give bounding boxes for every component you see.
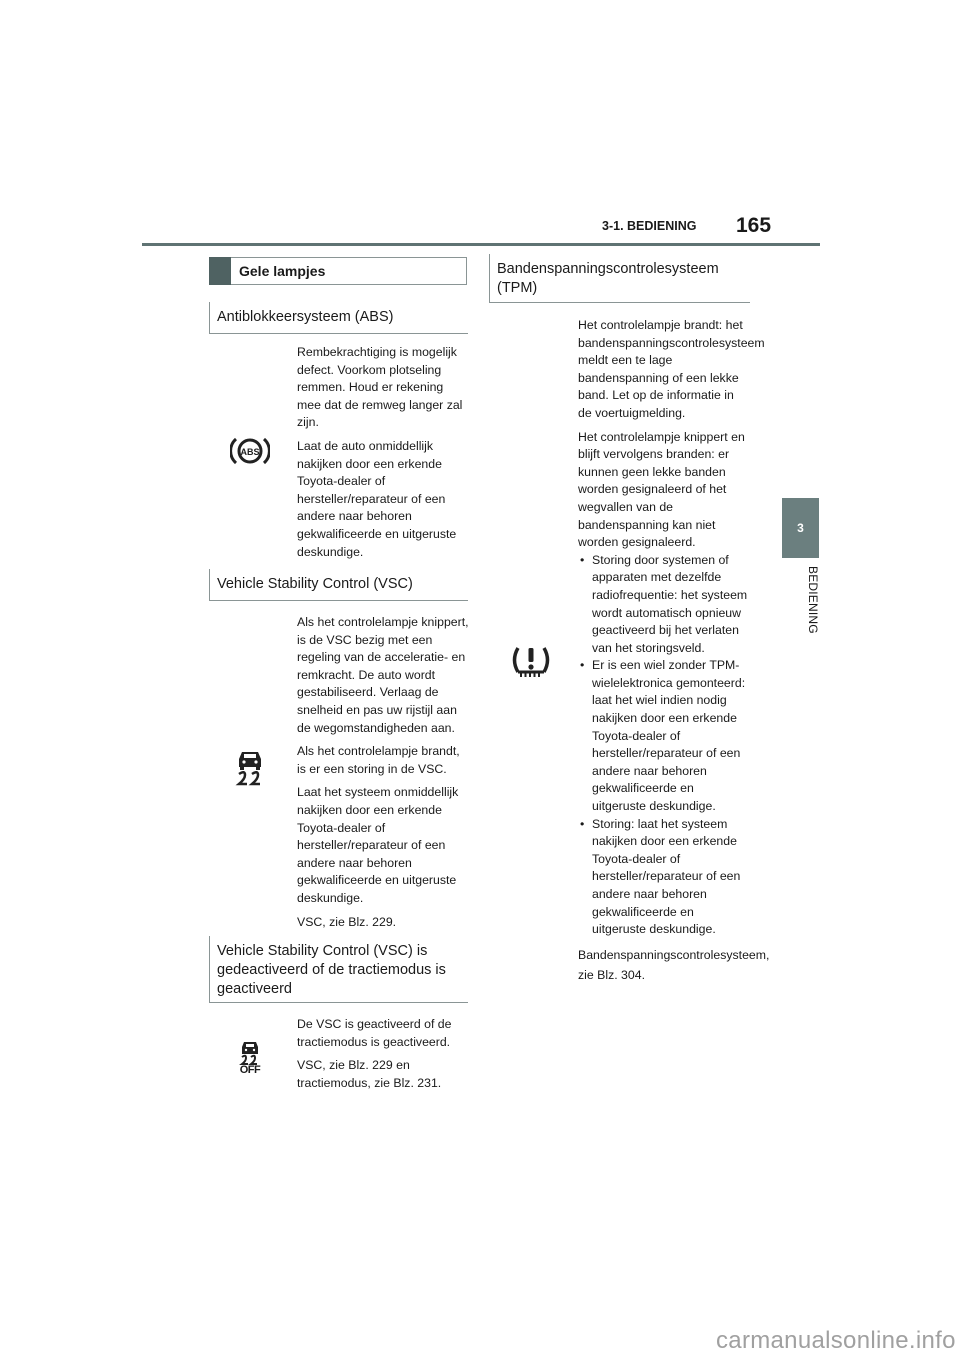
chapter-label: BEDIENING xyxy=(806,566,820,634)
paragraph: Laat het systeem onmiddellijk nakijken door een erkende Toyota-dealer of hersteller/reparateur of een andere naar behoren gekwalificeerde en uitgeruste deskundige. xyxy=(297,785,459,905)
section-header: 3-1. BEDIENING xyxy=(602,219,697,233)
section-title-vsc-off xyxy=(209,936,468,1003)
paragraph: Rembekrachtiging is mogelijk defect. Voorkom plotseling remmen. Houd er rekening mee dat de remweg langer zal zijn. xyxy=(297,345,463,430)
section-title-text: Vehicle Stability Control (VSC) is gedeactiveerd of de tractiemodus is geactiveerd xyxy=(217,943,446,997)
vsc-description xyxy=(297,614,469,937)
paragraph: Als het controlelampje knippert, is de VSC bezig met een regeling van de acceleratie- en remkracht. De auto wordt gestabiliseerd. Verlaag de snelheid en pas uw rijstijl aan de wegomstandigheden aan. xyxy=(297,615,469,735)
paragraph: Het controlelampje brandt: het bandenspanningscontrolesysteem meldt een te lage bandenspanning of een lekke band. Let op de informatie in de voertuigmelding. xyxy=(578,318,765,420)
tpm-bullet-list xyxy=(578,552,750,939)
paragraph: Het controlelampje knippert en blijft vervolgens branden: er kunnen geen lekke banden worden gesignaleerd of het wegvallen van de bandenspanning kan niet worden gesignaleerd. xyxy=(578,429,745,550)
vsc-skid-icon xyxy=(230,748,270,788)
box-heading-gele-lampjes xyxy=(209,257,467,285)
paragraph: VSC, zie Blz. 229. xyxy=(297,914,397,929)
list-item: • Er is een wiel zonder TPM-wielelektronica gemonteerd: laat het wiel indien nodig nakijken door een erkende Toyota-dealer of hersteller/reparateur of een andere naar behoren gekwalificeerde en uitgeruste deskundige. xyxy=(578,657,750,815)
vsc-off-description xyxy=(297,1016,469,1098)
list-item: • Storing: laat het systeem nakijken door een erkende Toyota-dealer of hersteller/reparateur of een andere naar behoren gekwalificeerde en uitgeruste deskundige. xyxy=(578,816,750,939)
header-rule xyxy=(142,243,820,246)
abs-warning-icon xyxy=(230,432,270,470)
tire-pressure-warning-icon xyxy=(509,640,553,684)
paragraph: Bandenspanningscontrolesysteem, zie Blz. 304. xyxy=(578,947,770,982)
paragraph: De VSC is geactiveerd of de tractiemodus is geactiveerd. xyxy=(297,1017,452,1049)
box-heading-title: Gele lampjes xyxy=(239,263,326,279)
svg-text:ABS: ABS xyxy=(240,447,260,457)
list-item: • Storing door systemen of apparaten met dezelfde radiofrequentie: het systeem wordt automatisch opnieuw geactiveerd bij het verlaten van het storingsveld. xyxy=(578,552,750,658)
section-title-vsc xyxy=(209,569,468,601)
box-heading-bar xyxy=(209,257,231,285)
vsc-off-icon xyxy=(232,1038,268,1078)
off-label: OFF xyxy=(239,1063,261,1076)
section-title-abs xyxy=(209,302,468,334)
page-number: 165 xyxy=(736,214,772,237)
tpm-description xyxy=(578,317,770,991)
section-title-tpm xyxy=(489,254,750,303)
chapter-number: 3 xyxy=(797,521,804,535)
paragraph: VSC, zie Blz. 229 en tractiemodus, zie Blz. 231. xyxy=(297,1058,442,1090)
paragraph: Laat de auto onmiddellijk nakijken door een erkende Toyota-dealer of hersteller/reparateur of een andere naar behoren gekwalificeerde en uitgeruste deskundige. xyxy=(297,438,457,559)
abs-description xyxy=(297,344,469,567)
paragraph: Als het controlelampje brandt, is er een storing in de VSC. xyxy=(297,744,460,776)
section-title-text: Bandenspanningscontrolesysteem (TPM) xyxy=(497,261,719,296)
watermark: carmanualsonline.info xyxy=(716,1327,956,1354)
section-title-text: Vehicle Stability Control (VSC) xyxy=(217,576,413,592)
chapter-tab xyxy=(782,498,819,558)
section-title-text: Antiblokkeersysteem (ABS) xyxy=(217,309,394,325)
